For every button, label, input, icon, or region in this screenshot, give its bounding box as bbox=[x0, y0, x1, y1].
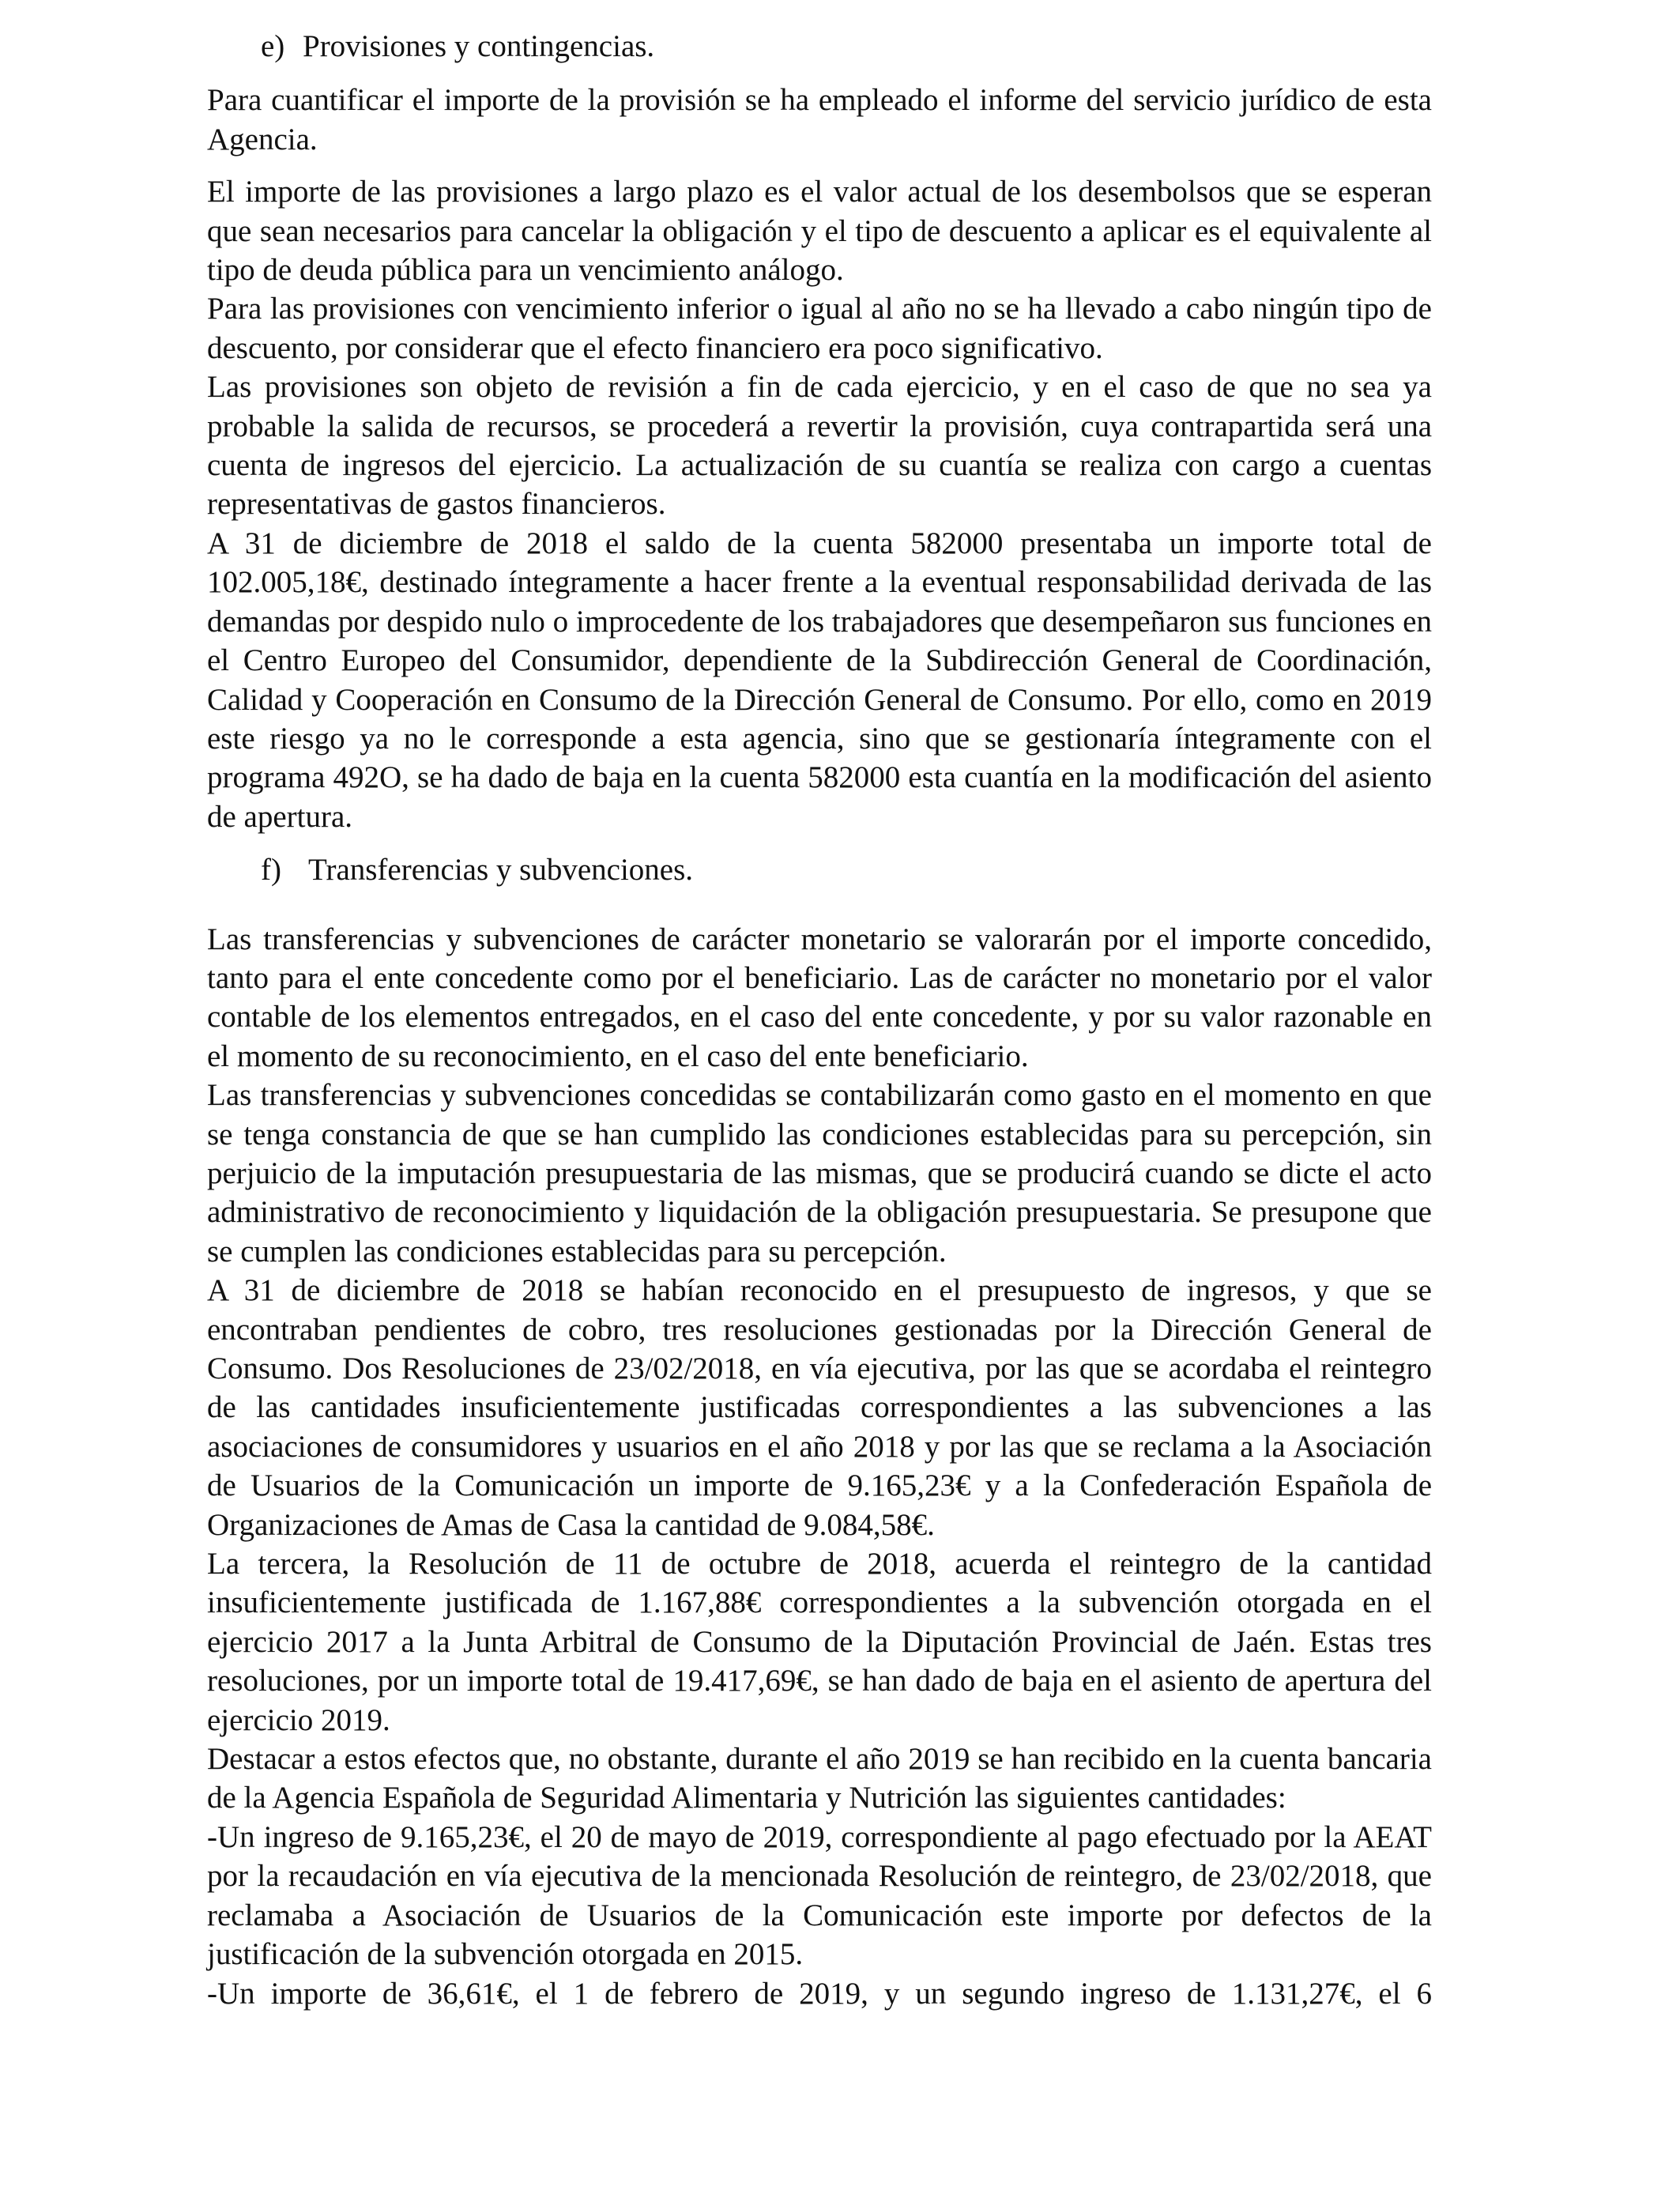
section-f-paragraph-3: A 31 de diciembre de 2018 se habían reconocido en el presupuesto de ingresos, y que se encontraban pendientes de cobro, tres resoluciones gestionadas por la Dirección General de Consumo. Dos Resoluciones de 23/02/2018, en vía ejecutiva, por las que se acordaba el reintegro de las cantidades insuficientemente justificadas correspondientes a las subvenciones a las asociaciones de consumidores y usuarios en el año 2018 y por las que se reclama a la Asociación de Usuarios de la Comunicación un importe de 9.165,23€ y a la Confederación Española de Organizaciones de Amas de Casa la cantidad de 9.084,58€. bbox=[207, 1273, 1432, 1542]
document-page bbox=[207, 27, 1432, 2013]
section-f-paragraph-7: -Un importe de 36,61€, el 1 de febrero de 2019, y un segundo ingreso de 1.131,27€, el 6 bbox=[207, 1976, 1432, 2011]
section-f-paragraph-2: Las transferencias y subvenciones concedidas se contabilizarán como gasto en el momento en que se tenga constancia de que se han cumplido las condiciones establecidas para su percepción, sin perjuicio de la imputación presupuestaria de las mismas, que se producirá cuando se dicte el acto administrativo de reconocimiento y liquidación de la obligación presupuestaria. Se presupone que se cumplen las condiciones establecidas para su percepción. bbox=[207, 1078, 1432, 1269]
section-f-paragraph-6: -Un ingreso de 9.165,23€, el 20 de mayo de 2019, correspondiente al pago efectuado por la AEAT por la recaudación en vía ejecutiva de la mencionada Resolución de reintegro, de 23/02/2018, que reclamaba a Asociación de Usuarios de la Comunicación este importe por defectos de la justificación de la subvención otorgada en 2015. bbox=[207, 1819, 1432, 1972]
section-e-paragraph-5: A 31 de diciembre de 2018 el saldo de la cuenta 582000 presentaba un importe total de 102.005,18€, destinado íntegramente a hacer frente a la eventual responsabilidad derivada de las demandas por despido nulo o improcedente de los trabajadores que desempeñaron sus funciones en el Centro Europeo del Consumidor, dependiente de la Subdirección General de Coordinación, Calidad y Cooperación en Consumo de la Dirección General de Consumo. Por ello, como en 2019 este riesgo ya no le corresponde a esta agencia, sino que se gestionaría íntegramente con el programa 492O, se ha dado de baja en la cuenta 582000 esta cuantía en la modificación del asiento de apertura. bbox=[207, 526, 1432, 834]
section-f-heading bbox=[207, 850, 1432, 889]
section-e-title: Provisiones y contingencias. bbox=[303, 29, 655, 63]
section-e-paragraph-3: Para las provisiones con vencimiento inferior o igual al año no se ha llevado a cabo ningún tipo de descuento, por considerar que el efecto financiero era poco significativo. bbox=[207, 292, 1432, 365]
section-f-marker: f) bbox=[261, 853, 281, 888]
section-e-marker: e) bbox=[261, 29, 285, 63]
section-f-paragraph-5: Destacar a estos efectos que, no obstante, durante el año 2019 se han recibido en la cuenta bancaria de la Agencia Española de Seguridad Alimentaria y Nutrición las siguientes cantidades: bbox=[207, 1742, 1432, 1815]
section-f-paragraph-4: La tercera, la Resolución de 11 de octubre de 2018, acuerda el reintegro de la cantidad insuficientemente justificada de 1.167,88€ correspondientes a la subvención otorgada en el ejercicio 2017 a la Junta Arbitral de Consumo de la Diputación Provincial de Jaén. Estas tres resoluciones, por un importe total de 19.417,69€, se han dado de baja en el asiento de apertura del ejercicio 2019. bbox=[207, 1547, 1432, 1737]
section-f-title: Transferencias y subvenciones. bbox=[308, 853, 694, 888]
section-f-paragraph-1: Las transferencias y subvenciones de carácter monetario se valorarán por el importe concedido, tanto para el ente concedente como por el beneficiario. Las de carácter no monetario por el valor contable de los elementos entregados, en el caso del ente concedente, y por su valor razonable en el momento de su reconocimiento, en el caso del ente beneficiario. bbox=[207, 922, 1432, 1073]
section-e-paragraph-2: El importe de las provisiones a largo plazo es el valor actual de los desembolsos que se esperan que sean necesarios para cancelar la obligación y el tipo de descuento a aplicar es el equivalente al tipo de deuda pública para un vencimiento análogo. bbox=[207, 175, 1432, 288]
section-e-paragraph-4: Las provisiones son objeto de revisión a fin de cada ejercicio, y en el caso de que no sea ya probable la salida de recursos, se procederá a revertir la provisión, cuya contrapartida será una cuenta de ingresos del ejercicio. La actualización de su cuantía se realiza con cargo a cuentas representativas de gastos financieros. bbox=[207, 370, 1432, 522]
section-e-heading bbox=[207, 27, 1432, 66]
section-e-paragraph-1: Para cuantificar el importe de la provisión se ha empleado el informe del servicio jurídico de esta Agencia. bbox=[207, 83, 1432, 156]
